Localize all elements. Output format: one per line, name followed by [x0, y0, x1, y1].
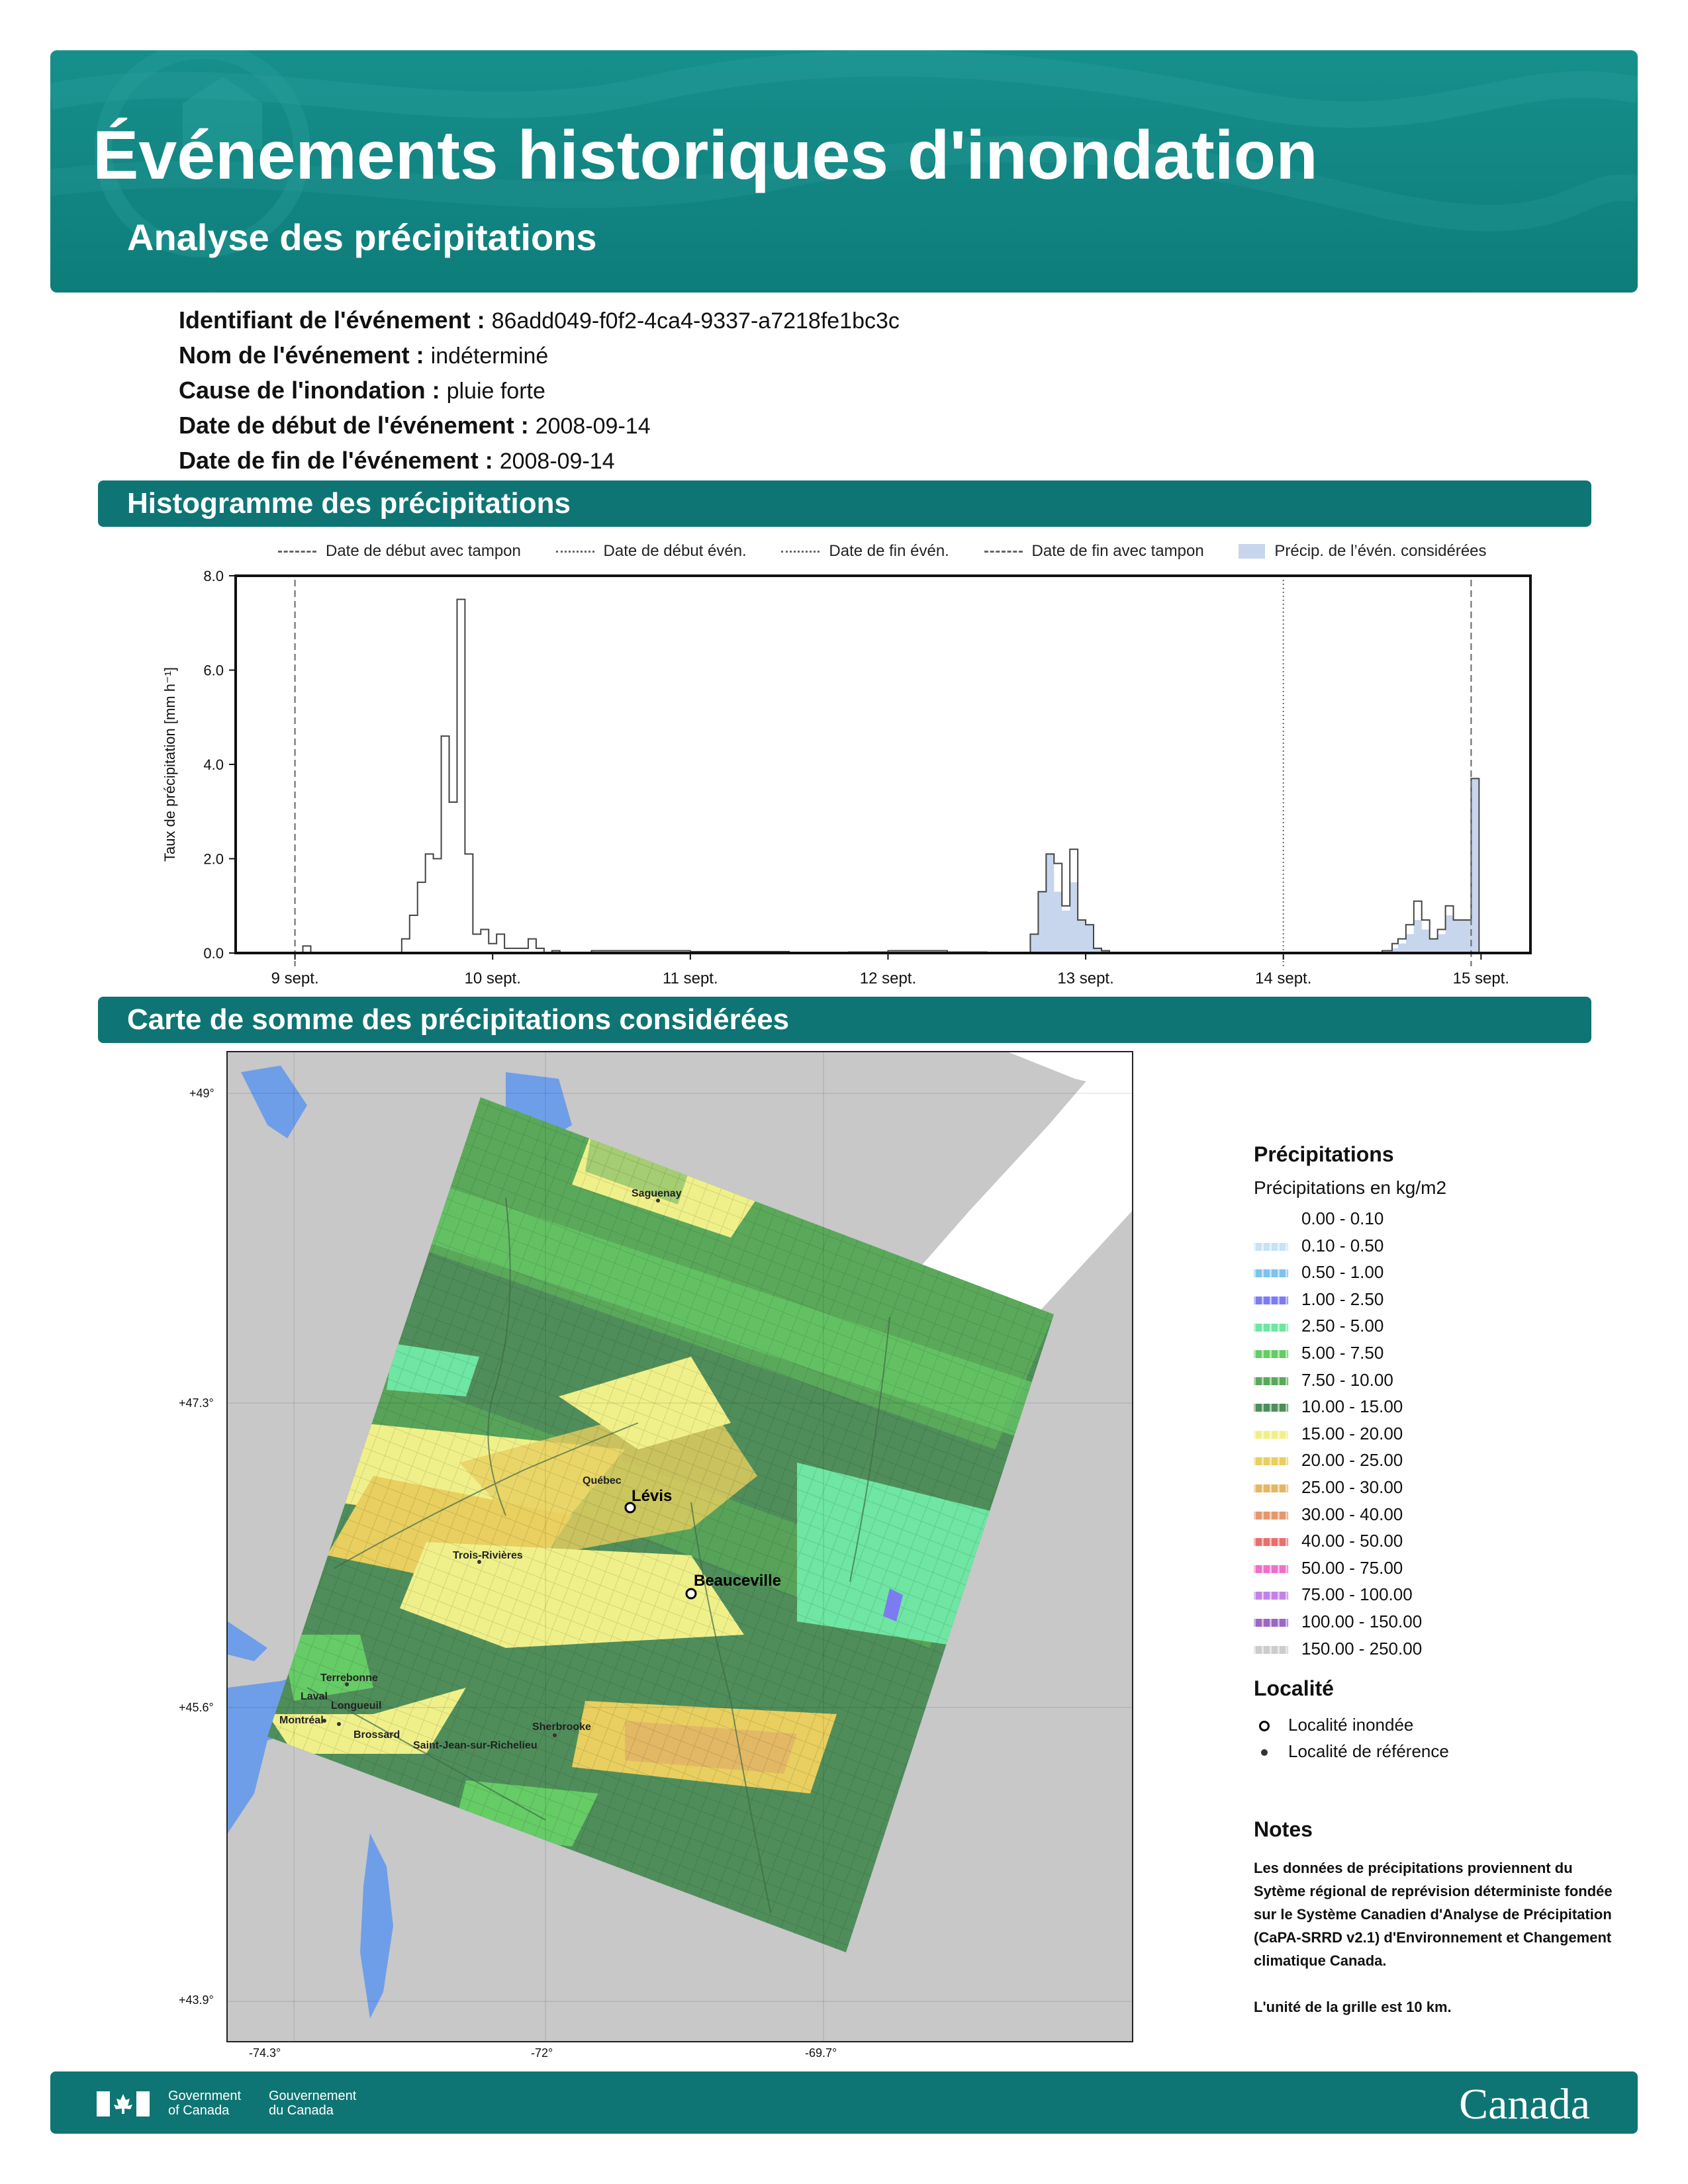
page-subtitle: Analyse des précipitations — [127, 216, 597, 258]
legend-reference-label: Localité de référence — [1288, 1741, 1449, 1762]
lon-label: -72° — [531, 2046, 553, 2060]
brossard-marker — [337, 1722, 341, 1726]
place-terrebonne: Terrebonne — [320, 1672, 378, 1684]
lon-label: -69.7° — [805, 2046, 837, 2060]
legend-bin — [1254, 1340, 1624, 1367]
legend-bin-label: 2.50 - 5.00 — [1301, 1316, 1384, 1336]
reference-locality-icon — [1261, 1749, 1268, 1756]
lake-champlain — [360, 1833, 393, 2019]
legend-bin-label: 75.00 - 100.00 — [1301, 1584, 1413, 1605]
legend-bin — [1254, 1608, 1624, 1635]
legend-bin-label: 50.00 - 75.00 — [1301, 1557, 1403, 1578]
legend-bin — [1254, 1393, 1624, 1420]
legend-bin-label: 1.00 - 2.50 — [1301, 1289, 1384, 1309]
legend-start-buffer-label: Date de début avec tampon — [326, 541, 521, 560]
legend-bin-label: 100.00 - 150.00 — [1301, 1611, 1423, 1631]
footer — [50, 2071, 1638, 2134]
estuary-water — [1009, 1052, 1132, 1092]
precipitation-series-line — [295, 600, 1479, 953]
legend-start-event — [556, 542, 747, 561]
event-id-value: 86add049-f0f2-4ca4-9337-a7218fe1bc3c — [491, 308, 900, 334]
legend-reference — [1254, 1738, 1624, 1764]
dotted-line-swatch — [781, 551, 820, 553]
event-id-label: Identifiant de l'événement : — [179, 306, 485, 334]
histogram-section-header: Histogramme des précipitations — [98, 480, 1591, 527]
legend-bin-swatch — [1254, 1484, 1288, 1492]
flooded-locality-icon — [1259, 1721, 1270, 1731]
lake-nw — [241, 1066, 307, 1138]
lat-label: +47.3° — [179, 1396, 214, 1410]
notes-panel — [1254, 1817, 1624, 2019]
legend-bin-swatch — [1254, 1243, 1288, 1251]
legend-end-event-label: Date de fin évén. — [829, 541, 949, 560]
legend-end-event — [781, 542, 949, 561]
sherbrooke-marker — [553, 1733, 557, 1737]
flood-cause-label: Cause de l'inondation : — [179, 377, 440, 404]
legend-considered-label: Précip. de l’évén. considérées — [1274, 541, 1487, 560]
header-banner — [50, 50, 1638, 293]
legend-bin-swatch — [1254, 1538, 1288, 1546]
end-date-label: Date de fin de l'événement : — [179, 447, 493, 474]
event-metadata — [179, 303, 900, 478]
x-tick-label: 15 sept. — [1452, 970, 1510, 987]
lat-label: +49° — [189, 1087, 214, 1100]
start-date-value: 2008-09-14 — [535, 414, 651, 439]
legend-bin-label: 20.00 - 25.00 — [1301, 1450, 1403, 1471]
notes-text: Les données de précipitations proviennent du Sytème régional de reprévision déterministe fondée sur le Système Canadien d'Analyse de Précipitation (CaPA-SRRD v2.1) d'Environnement et Changement climatique Canada. — [1254, 1860, 1613, 1969]
legend-bin-label: 0.00 - 0.10 — [1301, 1208, 1384, 1228]
y-tick-label: 0.0 — [203, 945, 224, 962]
place-laval: Laval — [301, 1691, 328, 1702]
legend-flooded — [1254, 1711, 1624, 1738]
legend-bin-swatch — [1254, 1592, 1288, 1600]
legend-bin — [1254, 1420, 1624, 1447]
legend-bin-label: 40.00 - 50.00 — [1301, 1531, 1403, 1551]
legend-bin — [1254, 1635, 1624, 1662]
considered-area — [1030, 778, 1479, 953]
x-tick-label: 9 sept. — [271, 970, 319, 987]
start-date-row — [179, 408, 900, 443]
legend-bin — [1254, 1312, 1624, 1340]
legend-bin-swatch — [1254, 1565, 1288, 1573]
legend-bin-swatch — [1254, 1619, 1288, 1627]
y-tick-label: 8.0 — [203, 569, 224, 584]
legend-bin-swatch — [1254, 1431, 1288, 1439]
legend-bin-label: 150.00 - 250.00 — [1301, 1638, 1423, 1659]
dashed-line-swatch — [984, 551, 1023, 553]
legend-bin-label: 7.50 - 10.00 — [1301, 1369, 1393, 1390]
legend-bin — [1254, 1527, 1624, 1555]
flood-cause-row — [179, 373, 900, 408]
legend-bin-label: 25.00 - 30.00 — [1301, 1477, 1403, 1497]
legend-bin-swatch — [1254, 1297, 1288, 1304]
end-date-value: 2008-09-14 — [499, 449, 615, 474]
place-saint-jean: Saint-Jean-sur-Richelieu — [413, 1740, 538, 1751]
place-quebec: Québec — [583, 1475, 622, 1486]
notes-title: Notes — [1254, 1817, 1313, 1841]
legend-bin-label: 5.00 - 7.50 — [1301, 1342, 1384, 1363]
map-legend — [1254, 1142, 1624, 1764]
place-trois-rivieres: Trois-Rivières — [453, 1550, 523, 1561]
legend-bin — [1254, 1232, 1624, 1259]
event-name-row — [179, 338, 900, 373]
precipitation-map — [226, 1051, 1133, 2042]
legend-bin-swatch — [1254, 1216, 1288, 1224]
legend-bin-swatch — [1254, 1377, 1288, 1385]
place-sherbrooke: Sherbrooke — [532, 1721, 591, 1733]
place-saguenay: Saguenay — [632, 1188, 682, 1199]
legend-bin-label: 30.00 - 40.00 — [1301, 1504, 1403, 1524]
legend-bin-swatch — [1254, 1350, 1288, 1358]
legend-bin-label: 0.50 - 1.00 — [1301, 1262, 1384, 1283]
legend-bin-label: 10.00 - 15.00 — [1301, 1396, 1403, 1417]
y-tick-label: 6.0 — [203, 662, 224, 679]
legend-start-event-label: Date de début évén. — [603, 541, 747, 560]
locality-title: Localité — [1254, 1676, 1334, 1701]
canada-wordmark: Canada — [1459, 2080, 1590, 2128]
legend-bin — [1254, 1581, 1624, 1608]
page-title: Événements historiques d'inondation — [93, 117, 1318, 194]
legend-bin-swatch — [1254, 1646, 1288, 1654]
chart-frame — [236, 576, 1530, 953]
legend-start-buffer — [278, 542, 521, 561]
gov-en: Government of Canada — [168, 2089, 242, 2118]
legend-end-buffer — [984, 542, 1204, 561]
event-name-value: indéterminé — [430, 343, 549, 369]
x-tick-label: 12 sept. — [859, 970, 917, 987]
x-tick-label: 11 sept. — [663, 970, 718, 987]
x-tick-label: 13 sept. — [1057, 970, 1114, 987]
chart-legend — [278, 541, 1517, 561]
lon-label: -74.3° — [249, 2046, 281, 2060]
legend-bin-swatch — [1254, 1512, 1288, 1520]
legend-flooded-label: Localité inondée — [1288, 1715, 1414, 1735]
x-tick-label: 10 sept. — [464, 970, 521, 987]
y-tick-label: 2.0 — [203, 850, 224, 868]
place-beauceville: Beauceville — [694, 1572, 782, 1590]
canada-flag-icon — [97, 2091, 150, 2116]
place-levis: Lévis — [632, 1487, 673, 1505]
map-canvas — [228, 1052, 1132, 2041]
place-longueuil: Longueuil — [331, 1700, 382, 1711]
x-tick-label: 14 sept. — [1255, 970, 1312, 987]
event-name-label: Nom de l'événement : — [179, 341, 424, 369]
legend-bin — [1254, 1286, 1624, 1313]
precipitation-histogram — [152, 569, 1556, 993]
legend-bin-swatch — [1254, 1457, 1288, 1465]
dotted-line-swatch — [556, 551, 594, 553]
lat-label: +43.9° — [179, 1993, 214, 2007]
legend-bin — [1254, 1447, 1624, 1474]
y-axis-label: Taux de précipitation [mm h⁻¹] — [162, 666, 178, 862]
place-brossard: Brossard — [353, 1729, 400, 1741]
map-section-header: Carte de somme des précipitations considérées — [98, 997, 1591, 1043]
legend-bin — [1254, 1259, 1624, 1286]
legend-bin-label: 0.10 - 0.50 — [1301, 1235, 1384, 1255]
legend-unit: Précipitations en kg/m2 — [1254, 1177, 1447, 1198]
legend-bin-label: 15.00 - 20.00 — [1301, 1423, 1403, 1443]
lat-label: +45.6° — [179, 1701, 214, 1714]
end-date-row — [179, 443, 900, 478]
flood-cause-value: pluie forte — [446, 379, 545, 404]
legend-bin — [1254, 1367, 1624, 1394]
y-tick-label: 4.0 — [203, 756, 224, 773]
lake-west — [228, 1621, 267, 1661]
legend-considered — [1239, 542, 1486, 561]
beauceville-flooded-marker — [686, 1589, 696, 1598]
legend-bin — [1254, 1555, 1624, 1582]
legend-bin — [1254, 1501, 1624, 1528]
dashed-line-swatch — [278, 551, 316, 553]
event-id-row — [179, 303, 900, 338]
gov-fr: Gouvernement du Canada — [269, 2089, 357, 2118]
place-montreal: Montréal — [279, 1715, 324, 1726]
considered-swatch — [1239, 544, 1265, 559]
legend-title: Précipitations — [1254, 1142, 1394, 1166]
legend-bin-swatch — [1254, 1404, 1288, 1412]
start-date-label: Date de début de l'événement : — [179, 412, 529, 439]
legend-bin-swatch — [1254, 1324, 1288, 1332]
legend-bin — [1254, 1205, 1624, 1232]
legend-bin-swatch — [1254, 1269, 1288, 1277]
notes-grid: L'unité de la grille est 10 km. — [1254, 1999, 1452, 2015]
legend-end-buffer-label: Date de fin avec tampon — [1031, 541, 1204, 560]
legend-bin — [1254, 1474, 1624, 1501]
legend-bins — [1254, 1205, 1624, 1662]
